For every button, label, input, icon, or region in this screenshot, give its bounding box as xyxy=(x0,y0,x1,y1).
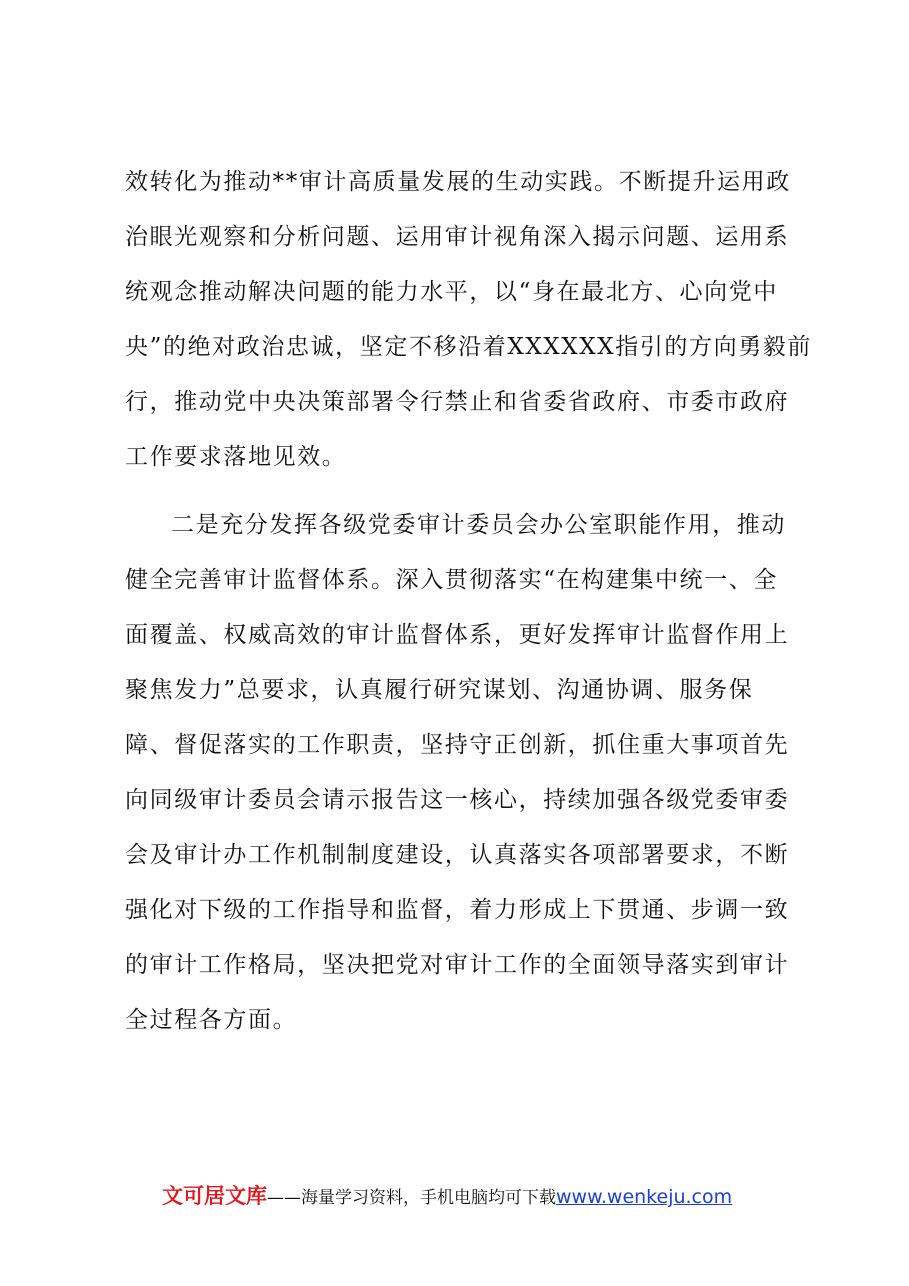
paragraph-line: 治眼光观察和分析问题、运用审计视角深入揭示问题、运用系 xyxy=(125,224,790,250)
paragraph-line: 行，推动党中央决策部署令行禁止和省委省政府、市委市政府 xyxy=(125,389,790,415)
paragraph-line: 面覆盖、权威高效的审计监督体系，更好发挥审计监督作用上 xyxy=(125,622,790,648)
paragraph-line: 央”的绝对政治忠诚，坚定不移沿着XXXXXX指引的方向勇毅前 xyxy=(125,334,813,360)
footer-tagline: ——海量学习资料，手机电脑均可下载 xyxy=(267,1188,556,1208)
paragraph-line: 二是充分发挥各级党委审计委员会办公室职能作用，推动 xyxy=(171,512,786,538)
paragraph-line: 向同级审计委员会请示报告这一核心，持续加强各级党委审委 xyxy=(125,787,790,813)
paragraph-line: 统观念推动解决问题的能力水平，以“身在最北方、心向党中 xyxy=(125,279,778,305)
paragraph-line: 全过程各方面。 xyxy=(125,1007,298,1033)
paragraph-line: 的审计工作格局，坚决把党对审计工作的全面领导落实到审计 xyxy=(125,952,790,978)
paragraph-line: 效转化为推动**审计高质量发展的生动实践。不断提升运用政 xyxy=(125,169,791,195)
paragraph-line: 工作要求落地见效。 xyxy=(125,444,347,470)
footer-website-link[interactable]: www.wenkeju.com xyxy=(556,1186,733,1208)
page-footer xyxy=(162,1180,732,1212)
paragraph-line: 会及审计办工作机制制度建设，认真落实各项部署要求，不断 xyxy=(125,842,790,868)
paragraph-line: 聚焦发力”总要求，认真履行研究谋划、沟通协调、服务保 xyxy=(125,677,754,703)
paragraph-line: 障、督促落实的工作职责，坚持守正创新，抓住重大事项首先 xyxy=(125,732,790,758)
footer-brand: 文可居文库 xyxy=(162,1184,267,1208)
paragraph-line: 健全完善审计监督体系。深入贯彻落实“在构建集中统一、全 xyxy=(125,567,778,593)
paragraph-line: 强化对下级的工作指导和监督，着力形成上下贯通、步调一致 xyxy=(125,897,790,923)
